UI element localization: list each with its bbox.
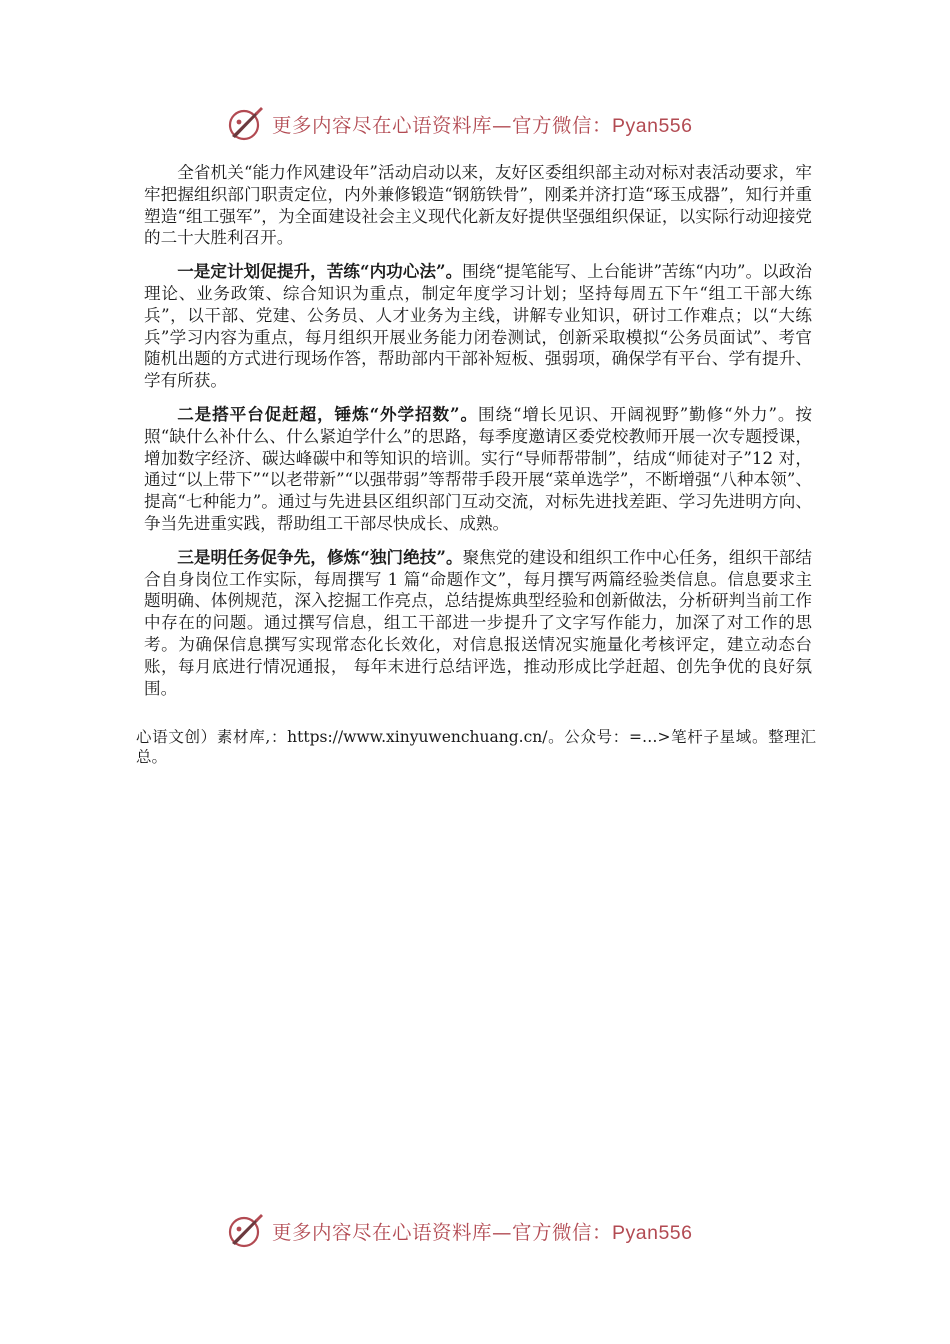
section-paragraph-2 xyxy=(144,404,812,535)
intro-paragraph xyxy=(144,162,812,249)
pen-logo-icon xyxy=(226,104,266,144)
paragraph-text: 聚焦党的建设和组织工作中心任务，组织干部结合自身岗位工作实际，每周撰写 1 篇“命题作文”，每月撰写两篇经验类信息。信息要求主题明确、体例规范，深入挖掘工作亮点，总结提炼典型经验和创新做法，分析研判当前工作中存在的问题。通过撰写信息，组工干部进一步提升了文字写作能力，加深了对工作的思考。为确保信息撰写实现常态化长效化，对信息报送情况实施量化考核评定，建立动态台账，每月底进行情况通报， 每年末进行总结评选，推动形成比学赶超、创先争优的良好氛围。 xyxy=(144,547,812,698)
section-heading: 二是搭平台促赶超，锤炼“外学招数”。 xyxy=(177,403,478,424)
paragraph-text: 全省机关“能力作风建设年”活动启动以来，友好区委组织部主动对标对表活动要求，牢牢把握组织部门职责定位，内外兼修锻造“钢筋铁骨”，刚柔并济打造“琢玉成器”，知行并重塑造“组工强军”，为全面建设社会主义现代化新友好提供坚强组织保证，以实际行动迎接党的二十大胜利召开。 xyxy=(144,163,812,248)
pen-logo-icon xyxy=(226,1211,266,1251)
header-banner xyxy=(226,104,693,144)
section-heading: 三是明任务促争先，修炼“独门绝技”。 xyxy=(177,546,463,567)
section-paragraph-1 xyxy=(144,261,812,392)
footer-banner xyxy=(226,1211,693,1251)
document-body xyxy=(144,162,812,711)
banner-text: 更多内容尽在心语资料库—官方微信：Pyan556 xyxy=(272,114,693,137)
wechat-id: Pyan556 xyxy=(612,1222,693,1244)
section-paragraph-3 xyxy=(144,547,812,700)
paragraph-text: 围绕“提笔能写、上台能讲”苦练“内功”。以政治理论、业务政策、综合知识为重点，制定年度学习计划；坚持每周五下午“组工干部大练兵”，以干部、党建、公务员、人才业务为主线，讲解专业知识，研讨工作难点；以“大练兵”学习内容为重点，每月组织开展业务能力闭卷测试，创新采取模拟“公务员面试”、考官随机出题的方式进行现场作答，帮助部内干部补短板、强弱项，确保学有平台、学有提升、学有所获。 xyxy=(144,262,812,391)
source-note: 心语文创）素材库,：https://www.xinyuwenchuang.cn/。公众号：=…>笔杆子星域。整理汇总。 xyxy=(136,728,816,766)
banner-text: 更多内容尽在心语资料库—官方微信：Pyan556 xyxy=(272,1221,693,1244)
wechat-id: Pyan556 xyxy=(612,115,693,137)
section-heading: 一是定计划促提升，苦练“内功心法”。 xyxy=(177,261,463,282)
paragraph-text: 围绕“增长见识、开阔视野”勤修“外力”。按照“缺什么补什么、什么紧迫学什么”的思路，每季度邀请区委党校教师开展一次专题授课，增加数字经济、碳达峰碳中和等知识的培训。实行“导师帮带制”，结成“师徒对子”12 对，通过“以上带下”“以老带新”“以强带弱”等帮带手段开展“菜单选学”，不断增强“八种本领”、提高“七种能力”。通过与先进县区组织部门互动交流，对标先进找差距、学习先进明方向、争当先进重实践，帮助组工干部尽快成长、成熟。 xyxy=(144,404,813,533)
